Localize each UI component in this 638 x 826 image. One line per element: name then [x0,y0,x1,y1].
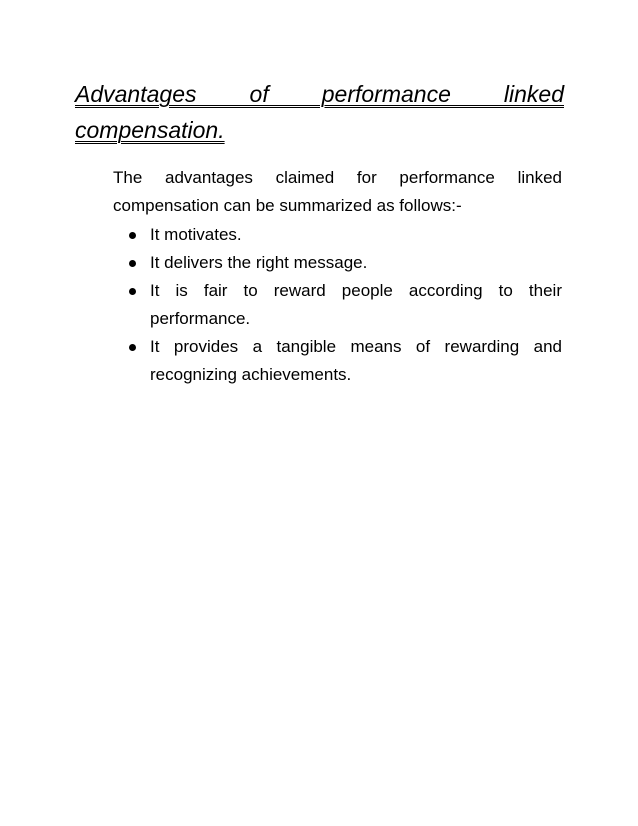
list-item [129,277,562,333]
list-item-text: It is fair to reward people according to their performance. [150,281,562,328]
intro-paragraph: The advantages claimed for performance linked compensation can be summarized as follows:- [113,168,562,215]
bullet-icon [129,344,136,351]
bullet-icon [129,232,136,239]
advantages-list [129,221,562,389]
bullet-icon [129,260,136,267]
section-heading: Advantages of performance linked compensation. [75,81,564,143]
list-item-text: It motivates. [150,225,242,244]
list-item [129,333,562,389]
list-item-text: It provides a tangible means of rewarding and recognizing achievements. [150,337,562,384]
list-item [129,249,562,277]
list-item [129,221,562,249]
list-item-text: It delivers the right message. [150,253,368,272]
bullet-icon [129,288,136,295]
